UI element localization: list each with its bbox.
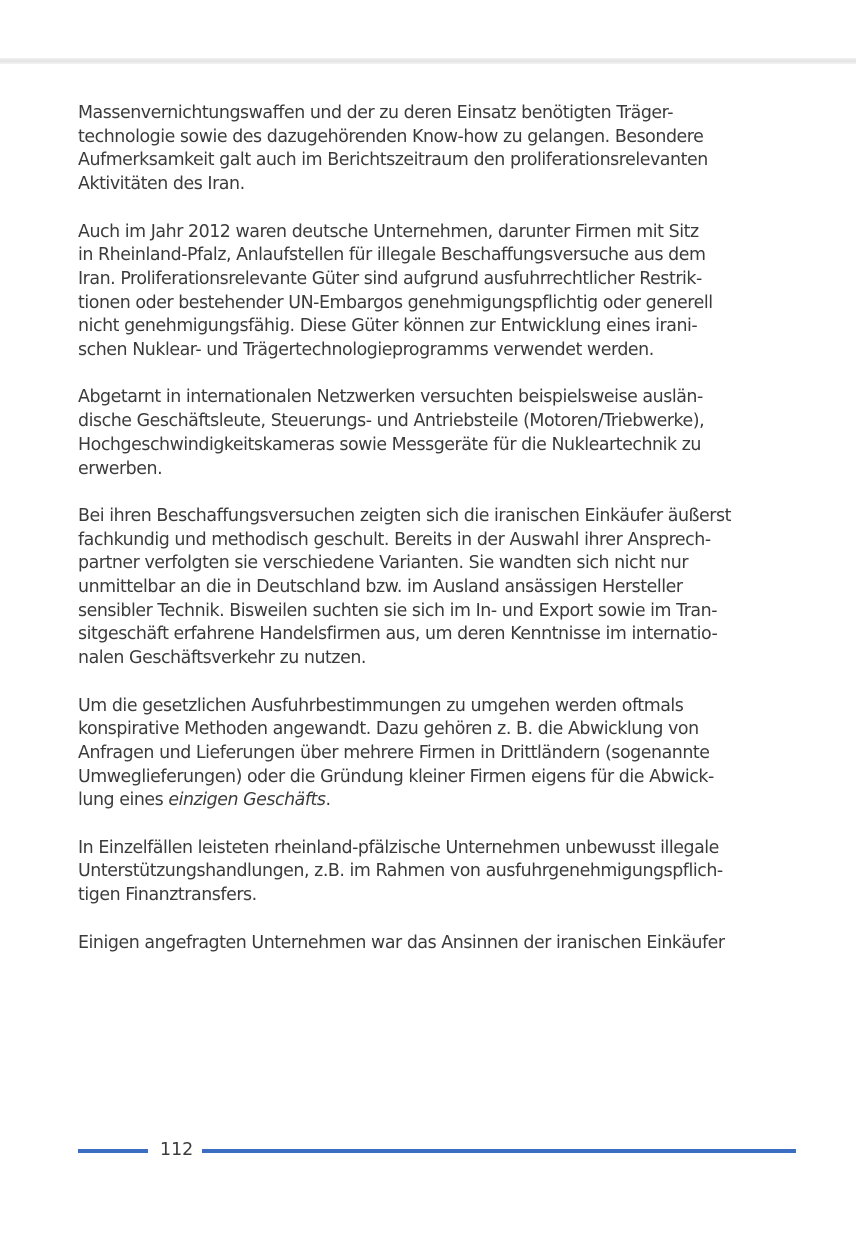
footer-bar-left: [78, 1149, 148, 1153]
text-line: Abgetarnt in internationalen Netzwerken versuchten beispielsweise auslän-: [78, 387, 703, 408]
text-line: Einigen angefragten Unternehmen war das Ansinnen der iranischen Einkäufer: [78, 932, 725, 953]
text-line: sensibler Technik. Bisweilen suchten sie sich im In- und Export sowie im Tran-: [78, 600, 718, 621]
text-line: schen Nuklear- und Trägertechnologieprogramms verwendet werden.: [78, 340, 654, 361]
page-footer: [78, 1139, 796, 1161]
text-line: konspirative Methoden angewandt. Dazu gehören z. B. die Abwicklung von: [78, 719, 699, 740]
text-line: Aufmerksamkeit galt auch im Berichtszeitraum den proliferationsrelevanten: [78, 150, 708, 171]
text-line: technologie sowie des dazugehörenden Know-how zu gelangen. Besondere: [78, 126, 704, 147]
paragraph-7: [78, 932, 798, 956]
footer-bar-right: [202, 1149, 796, 1153]
text-line: nalen Geschäftsverkehr zu nutzen.: [78, 648, 366, 669]
text-run: lung eines: [78, 790, 169, 811]
paragraph-1: [78, 102, 798, 197]
text-line: partner verfolgten sie verschiedene Varianten. Sie wandten sich nicht nur: [78, 553, 689, 574]
text-line: Hochgeschwindigkeitskameras sowie Messgeräte für die Nukleartechnik zu: [78, 434, 701, 455]
text-line: Anfragen und Lieferungen über mehrere Firmen in Drittländern (sogenannte: [78, 742, 710, 763]
paragraph-3: [78, 386, 798, 481]
text-line: dische Geschäftsleute, Steuerungs- und Antriebsteile (Motoren/Triebwerke),: [78, 411, 705, 432]
text-line: Unterstützungshandlungen, z.B. im Rahmen von ausfuhrgenehmigungspflich-: [78, 861, 723, 882]
paragraph-5: [78, 695, 798, 814]
text-line: sitgeschäft erfahrene Handelsfirmen aus, um deren Kenntnisse im internatio-: [78, 624, 718, 645]
text-line: tigen Finanztransfers.: [78, 885, 257, 906]
paragraph-2: [78, 221, 798, 363]
text-line: erwerben.: [78, 458, 163, 479]
text-line: Iran. Proliferationsrelevante Güter sind aufgrund ausfuhrrechtlicher Restrik-: [78, 268, 702, 289]
emphasized-text: einzigen Geschäfts: [168, 790, 326, 811]
text-line: Um die gesetzlichen Ausfuhrbestimmungen zu umgehen werden oftmals: [78, 695, 684, 716]
text-line: Bei ihren Beschaffungsversuchen zeigten sich die iranischen Einkäufer äußerst: [78, 505, 731, 526]
body-text: [78, 102, 798, 979]
text-line: Massenvernichtungswaffen und der zu deren Einsatz benötigten Träger-: [78, 103, 674, 123]
text-run: .: [325, 790, 331, 811]
page-number: 112: [160, 1140, 194, 1160]
paragraph-4: [78, 505, 798, 671]
text-line: tionen oder bestehender UN-Embargos genehmigungspflichtig oder generell: [78, 292, 713, 313]
text-line: In Einzelfällen leisteten rheinland-pfälzische Unternehmen unbewusst illegale: [78, 837, 719, 858]
paragraph-6: [78, 837, 798, 908]
header-rule: [0, 58, 856, 64]
text-line-with-emphasis: [78, 789, 798, 813]
text-line: nicht genehmigungsfähig. Diese Güter können zur Entwicklung eines irani-: [78, 316, 698, 337]
text-line: Auch im Jahr 2012 waren deutsche Unternehmen, darunter Firmen mit Sitz: [78, 221, 699, 242]
text-line: fachkundig und methodisch geschult. Bereits in der Auswahl ihrer Ansprech-: [78, 529, 711, 550]
text-line: unmittelbar an die in Deutschland bzw. im Ausland ansässigen Hersteller: [78, 577, 683, 598]
text-line: in Rheinland-Pfalz, Anlaufstellen für illegale Beschaffungsversuche aus dem: [78, 245, 706, 266]
text-line: Aktivitäten des Iran.: [78, 174, 245, 195]
text-line: Umweglieferungen) oder die Gründung kleiner Firmen eigens für die Abwick-: [78, 766, 714, 787]
